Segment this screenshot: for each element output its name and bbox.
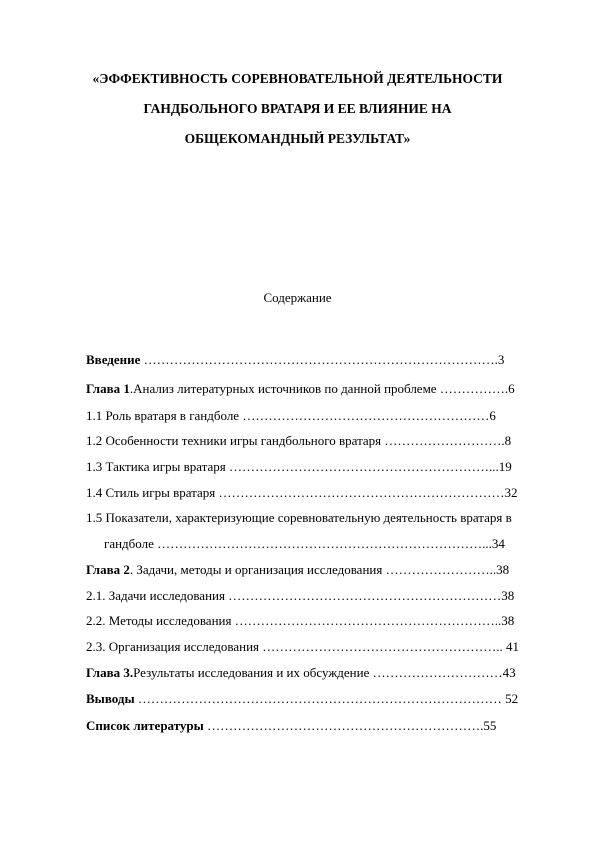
toc-item-1-5-continued: гандболе …………………………………………………………………...34 <box>104 536 505 551</box>
title-line-3: ОБЩЕКОМАНДНЫЙ РЕЗУЛЬТАТ» <box>184 131 411 146</box>
toc-item-leader: ………………………………………………………………………… 52 <box>134 691 519 706</box>
toc-item-chapter-1 <box>86 381 515 397</box>
toc-item-leader: .Анализ литературных источников по данной проблеме …………….6 <box>129 381 515 396</box>
toc-item-leader: . Задачи, методы и организация исследования ……………………..38 <box>129 562 510 577</box>
toc-item-2-1: 2.1. Задачи исследования ………………………………………………………38 <box>86 588 515 603</box>
toc-item-introduction <box>86 352 504 368</box>
toc-item-2-3: 2.3. Организация исследования ……………………………………………….. 41 <box>86 639 520 654</box>
toc-item-conclusions <box>86 691 518 707</box>
toc-item-chapter-3 <box>86 665 516 681</box>
toc-item-label: Глава 1 <box>86 381 130 396</box>
toc-item-1-5: 1.5 Показатели, характеризующие соревновательную деятельность вратаря в <box>86 510 512 525</box>
toc-item-references <box>86 718 496 734</box>
toc-item-1-2: 1.2 Особенности техники игры гандбольного вратаря ……………………….8 <box>86 433 512 448</box>
toc-item-1-1: 1.1 Роль вратаря в гандболе …………………………………………………6 <box>86 408 496 423</box>
toc-item-label: Введение <box>86 352 141 367</box>
toc-item-1-3: 1.3 Тактика игры вратаря ……………………………………………………...19 <box>86 459 512 474</box>
toc-item-label: Глава 2 <box>86 562 130 577</box>
toc-item-chapter-2 <box>86 562 509 578</box>
toc-item-leader: ……………………………………………………………………….3 <box>140 352 505 367</box>
toc-item-1-4: 1.4 Стиль игры вратаря …………………………………………………………32 <box>86 485 518 500</box>
contents-heading: Содержание <box>263 290 332 305</box>
toc-item-2-2: 2.2. Методы исследования ……………………………………………………..38 <box>86 613 515 628</box>
toc-item-leader: Результаты исследования и их обсуждение …………………………43 <box>133 665 516 680</box>
toc-item-label: Выводы <box>86 691 135 706</box>
title-line-1: «ЭФФЕКТИВНОСТЬ СОРЕВНОВАТЕЛЬНОЙ ДЕЯТЕЛЬНОСТИ <box>92 71 503 86</box>
toc-item-leader: ……………………………………………………….55 <box>203 718 497 733</box>
title-line-2: ГАНДБОЛЬНОГО ВРАТАРЯ И ЕЕ ВЛИЯНИЕ НА <box>143 101 452 116</box>
toc-item-label: Список литературы <box>86 718 204 733</box>
toc-item-label: Глава 3. <box>86 665 134 680</box>
